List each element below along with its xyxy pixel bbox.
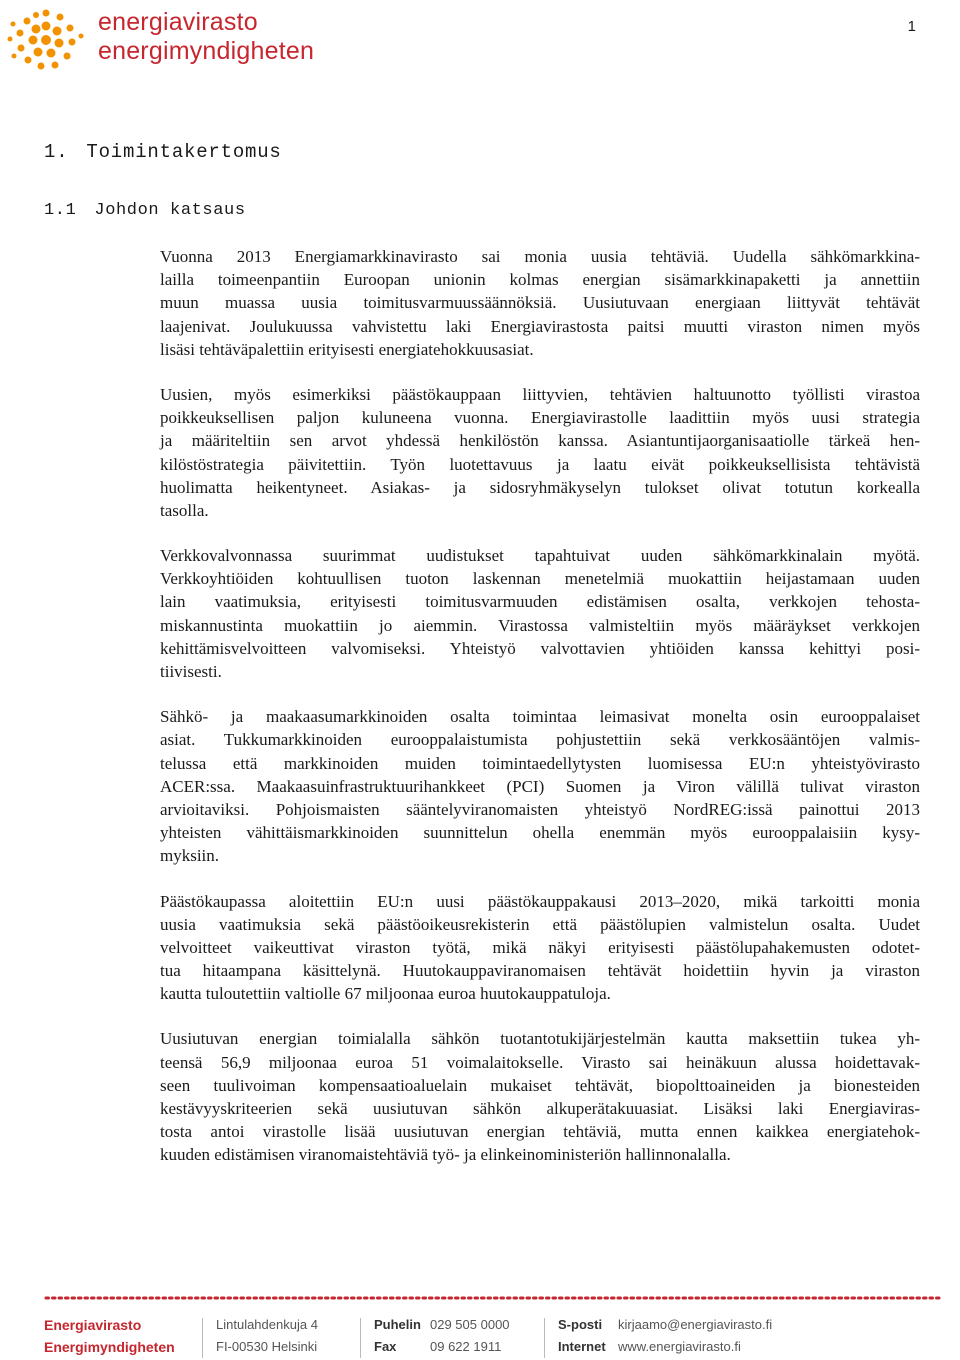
text-line: ja määriteltiin sen arvot yhdessä henkilöstön kanssa. Asiantuntijaorganisaatiolle tärkeä hen-: [160, 431, 920, 451]
footer-phone-label: Puhelin: [374, 1317, 421, 1332]
logo-dot: [11, 22, 16, 27]
footer-separator: [360, 1318, 361, 1358]
paragraph: [160, 890, 920, 1006]
logo-dot: [25, 57, 32, 64]
logo-dot: [52, 62, 59, 69]
text-line: kautta tuloutettiin valtiolle 67 miljoonaa euroa huutokauppatuloja.: [160, 984, 611, 1004]
footer-web-label: Internet: [558, 1339, 606, 1354]
logo-dot: [69, 39, 76, 46]
paragraph: [160, 705, 920, 867]
text-line: Verkkovalvonnassa suurimmat uudistukset tapahtuivat uuden sähkömarkkinalain myötä.: [160, 546, 920, 566]
logo-dot: [64, 53, 71, 60]
footer-address: [216, 1314, 318, 1358]
logo-dot: [57, 14, 64, 21]
subsection-heading: [44, 201, 246, 220]
text-line: seen tuulivoiman kompensaatioaluelain mukaiset tehtävät, biopolttoaineiden ja bionesteiden: [160, 1075, 920, 1095]
logo-dot: [34, 48, 43, 57]
footer-org: [44, 1314, 175, 1358]
footer-separator: [202, 1318, 203, 1358]
footer-website: www.energiavirasto.fi: [618, 1339, 741, 1354]
text-line: teensä 56,9 miljoonaa euroa 51 voimalaitokselle. Virasto sai heinäkuun alussa hoidettavak-: [160, 1052, 920, 1072]
sun-logo-icon: [6, 6, 86, 72]
logo-dot: [55, 39, 64, 48]
text-line: kilöstöstrategia päivitettiin. Työn luotettavuus ja laatu eivät poikkeuksellisista tehtävistä: [160, 454, 920, 474]
footer-dotted-divider: [44, 1295, 944, 1301]
text-line: tua hitaampana käsittelynä. Huutokauppaviranomaisen tehtävät hoidettiin hyvin ja viraston: [160, 961, 920, 981]
logo-dot: [43, 10, 50, 17]
body-text: [160, 245, 920, 1189]
text-line: ACER:ssa. Maakaasuinfrastruktuurihankkeet (PCI) Suomen ja Viron välillä tulivat viraston: [160, 776, 920, 796]
text-line: tiivisesti.: [160, 662, 222, 681]
footer-phone-values: [430, 1314, 510, 1358]
text-line: poikkeuksellisen paljon kuluneena vuonna. Energiavirastolle laadittiin myös uusi strategia: [160, 408, 920, 428]
logo-dot: [8, 37, 13, 42]
text-line: lailla toimeenpantiin Euroopan unionin kolmas energian sisämarkkinapaketti ja annettiin: [160, 270, 920, 290]
text-line: Verkkoyhtiöiden kohtuullisen tuoton laskennan menetelmiä muokattiin heijastamaan uuden: [160, 569, 920, 589]
logo-dot: [18, 45, 25, 52]
text-line: miskannustinta muokattiin jo aiemmin. Virastossa valmisteltiin myös määräykset verkkojen: [160, 615, 920, 635]
text-line: asiat. Tukkumarkkinoiden eurooppalaistumista pohjustettiin sekä verkkosääntöjen valmis-: [160, 730, 920, 750]
logo-dot: [47, 49, 56, 58]
subsection-title: Johdon katsaus: [94, 201, 246, 220]
text-line: Uusien, myös esimerkiksi päästökauppaan liittyvien, tehtävien haltuunotto työllisti virastoa: [160, 384, 920, 404]
text-line: tosta antoi virastolle lisää uusiutuvan energian tehtäviä, mutta ennen kaikkea energiatehok-: [160, 1122, 920, 1142]
text-line: kuuden edistämisen viranomaistehtäviä työ- ja elinkeinoministeriön hallinnonalalla.: [160, 1145, 731, 1165]
footer-postcode: FI-00530 Helsinki: [216, 1339, 318, 1354]
paragraph: [160, 383, 920, 522]
section-title: Toimintakertomus: [86, 141, 282, 163]
text-line: lain vaatimuksia, erityisesti toimitusvarmuuden edistämisen osalta, verkkojen tehosta-: [160, 592, 920, 612]
text-line: Päästökaupassa aloitettiin EU:n uusi päästökauppakausi 2013–2020, mikä tarkoitti monia: [160, 891, 920, 911]
paragraph: [160, 1027, 920, 1166]
text-line: kehittämisvelvoitteen valvomiseksi. Yhteistyö valvottavien yhtiöiden kanssa kehittyi posi-: [160, 638, 920, 658]
logo-dot: [12, 54, 17, 59]
logo-dot: [42, 22, 51, 31]
text-line: lisäsi tehtäväpalettiin erityisesti energiatehokkuusasiat.: [160, 339, 534, 359]
logo-wordmark: [98, 8, 314, 66]
text-line: telussa että markkinoiden muiden toimintaedellytysten luomisessa EU:n yhteistyövirasto: [160, 753, 920, 773]
logo-line-sv: energimyndigheten: [98, 37, 315, 65]
section-heading: [44, 141, 282, 163]
logo-dot: [79, 34, 84, 39]
footer-phone-labels: [374, 1314, 421, 1358]
text-line: Uusiutuvan energian toimialalla sähkön tuotantotukijärjestelmän kautta maksettiin tukea yh-: [160, 1029, 920, 1049]
text-line: myksiin.: [160, 846, 220, 866]
text-line: Sähkö- ja maakaasumarkkinoiden osalta toimintaa leimasivat monelta osin eurooppalaiset: [160, 707, 920, 727]
footer-org-fi: Energiavirasto: [44, 1317, 142, 1333]
footer-email-label: S-posti: [558, 1317, 603, 1332]
logo-dot: [38, 63, 45, 70]
page-number: 1: [907, 18, 916, 35]
logo: [6, 6, 316, 72]
paragraph: [160, 245, 920, 361]
text-line: laajenivat. Joulukuussa vahvistettu laki Energiavirastosta paitsi muutti viraston nimen myös: [160, 316, 920, 336]
footer-separator: [544, 1318, 545, 1358]
footer-fax: 09 622 1911: [430, 1339, 502, 1354]
logo-dot: [67, 25, 74, 32]
logo-dot: [53, 27, 62, 36]
subsection-number: 1.1: [44, 201, 77, 220]
paragraph: [160, 544, 920, 683]
logo-dot: [41, 35, 51, 45]
footer: [44, 1314, 944, 1360]
logo-line-fi: energiavirasto: [98, 8, 258, 36]
logo-dot: [24, 18, 31, 25]
text-line: kestävyyskriteerien sekä uusiutuvan sähkön alkuperätakuuasiat. Lisäksi laki Energiaviras-: [160, 1099, 920, 1118]
logo-dot: [29, 36, 38, 45]
text-line: arvioitaviksi. Pohjoismaisten sääntelyviranomaisten yhteistyö NordREG:issä painottui 2013: [160, 799, 920, 819]
text-line: yhteisten vähittäismarkkinoiden suunnittelun ohella enemmän myös eurooppalaisiin kysy-: [160, 823, 920, 843]
footer-contact-values: [618, 1314, 772, 1358]
footer-email: kirjaamo@energiavirasto.fi: [618, 1317, 773, 1332]
logo-dot: [32, 25, 41, 34]
footer-org-sv: Energimyndigheten: [44, 1339, 175, 1355]
text-line: huolimatta heikentyneet. Asiakas- ja sidosryhmäkyselyn tulokset olivat totutun korkealla: [160, 477, 920, 497]
text-line: uusia vaatimuksia sekä päästöoikeusrekisterin että päästölupien valmistelun osalta. Uudet: [160, 914, 920, 934]
text-line: tasolla.: [160, 500, 209, 520]
footer-fax-label: Fax: [374, 1339, 397, 1354]
text-line: muun muassa uusia toimitusvarmuussäännöksiä. Uusiutuvaan energiaan liittyvät tehtävät: [160, 293, 920, 313]
text-line: Vuonna 2013 Energiamarkkinavirasto sai monia uusia tehtäviä. Uudella sähkömarkkina-: [160, 247, 920, 266]
footer-contact-labels: [558, 1314, 606, 1358]
section-number: 1.: [44, 141, 69, 163]
text-line: velvoitteet vaikeuttivat viraston työtä, mikä näkyi erityisesti päästölupahakemusten odotet-: [160, 937, 920, 957]
footer-phone: 029 505 0000: [430, 1317, 510, 1332]
footer-street: Lintulahdenkuja 4: [216, 1317, 318, 1332]
logo-dot: [33, 12, 39, 18]
logo-dot: [17, 30, 24, 37]
